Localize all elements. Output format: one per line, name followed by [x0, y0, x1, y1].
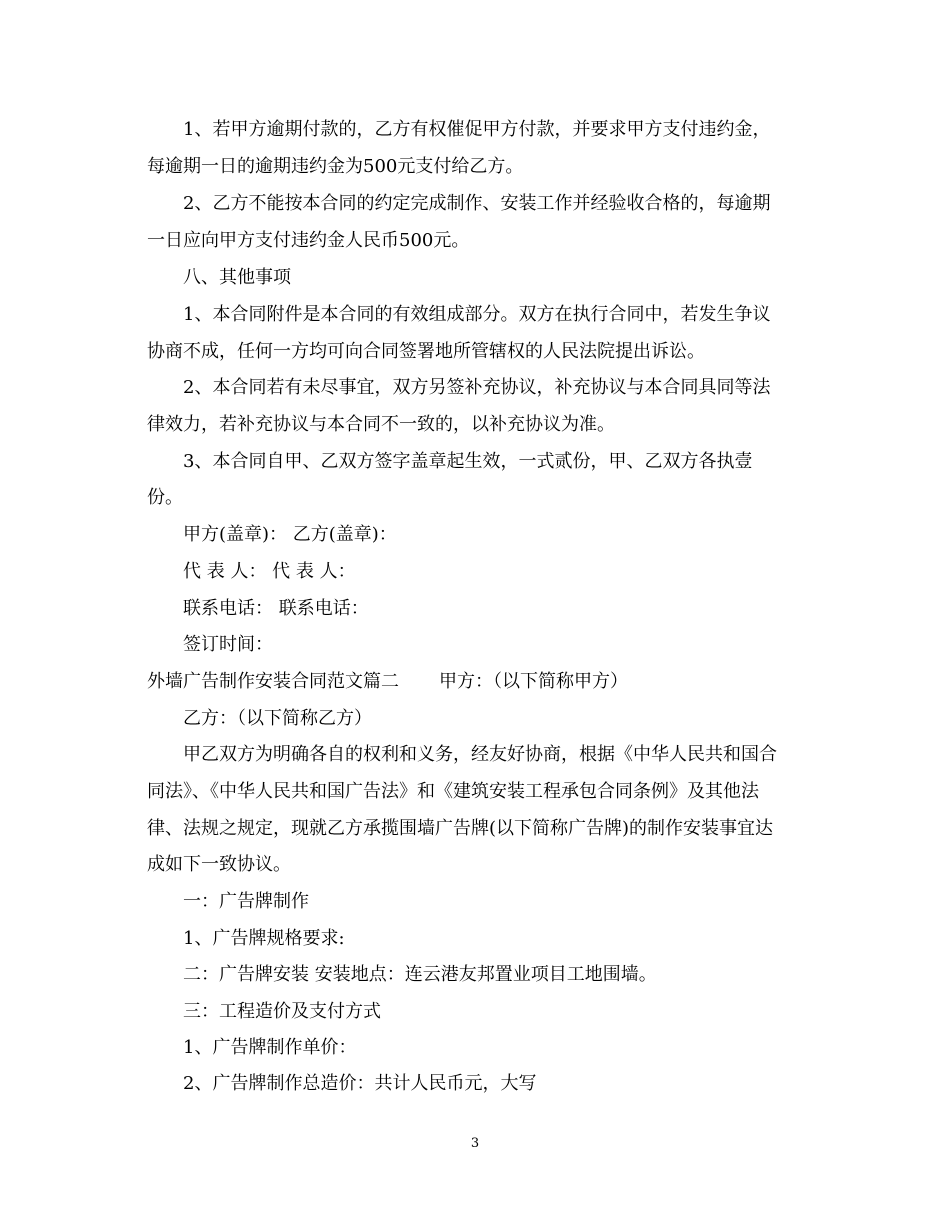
paragraph-line: 一日应向甲方支付违约金人民币500元。 [147, 230, 470, 251]
paragraph-line: 份。 [147, 487, 183, 508]
signature-line: 甲方(盖章)： 乙方(盖章)： [183, 524, 397, 545]
signature-line: 联系电话： 联系电话： [183, 598, 369, 619]
paragraph-line: 协商不成，任何一方均可向合同签署地所管辖权的人民法院提出诉讼。 [147, 341, 705, 362]
paragraph-line: 同法》、《中华人民共和国广告法》和《建筑安装工程承包合同条例》及其他法 [147, 781, 759, 802]
paragraph-line: 律、法规之规定，现就乙方承揽围墙广告牌(以下简称广告牌)的制作安装事宜达 [147, 818, 774, 839]
party-a-line: 甲方：（以下简称甲方） [439, 671, 628, 692]
paragraph-line: 1、若甲方逾期付款的，乙方有权催促甲方付款，并要求甲方支付违约金， [183, 119, 771, 140]
signature-line: 签订时间： [183, 634, 273, 655]
paragraph-line: 2、广告牌制作总造价：共计人民币元，大写 [183, 1073, 537, 1094]
paragraph-line: 2、乙方不能按本合同的约定完成制作、安装工作并经验收合格的，每逾期 [183, 193, 771, 214]
paragraph-line: 1、广告牌制作单价： [183, 1037, 357, 1058]
section-heading: 三：工程造价及支付方式 [183, 1001, 381, 1022]
paragraph-line: 2、本合同若有未尽事宜，双方另签补充协议，补充协议与本合同具同等法 [183, 377, 771, 398]
paragraph-line: 1、广告牌规格要求: [183, 928, 345, 949]
paragraph-line: 3、本合同自甲、乙双方签字盖章起生效，一式贰份，甲、乙双方各执壹 [183, 451, 753, 472]
section-title-line [147, 670, 628, 694]
section-heading: 一：广告牌制作 [183, 891, 309, 912]
paragraph-line: 甲乙双方为明确各自的权利和义务，经友好协商，根据《中华人民共和国合 [183, 744, 777, 765]
paragraph-line: 律效力，若补充协议与本合同不一致的，以补充协议为准。 [147, 414, 615, 435]
signature-line: 代 表 人： 代 表 人： [183, 561, 356, 582]
section-heading: 八、其他事项 [183, 267, 291, 288]
paragraph-line: 乙方：（以下简称乙方） [183, 708, 372, 729]
paragraph-line: 1、本合同附件是本合同的有效组成部分。双方在执行合同中，若发生争议 [183, 304, 771, 325]
paragraph-line: 每逾期一日的逾期违约金为500元支付给乙方。 [147, 156, 524, 177]
page-number: 3 [470, 1136, 480, 1151]
section-heading: 二：广告牌安装 安装地点：连云港友邦置业项目工地围墙。 [183, 964, 657, 985]
section-title: 外墙广告制作安装合同范文篇二 [147, 671, 399, 692]
paragraph-line: 成如下一致协议。 [147, 854, 291, 875]
